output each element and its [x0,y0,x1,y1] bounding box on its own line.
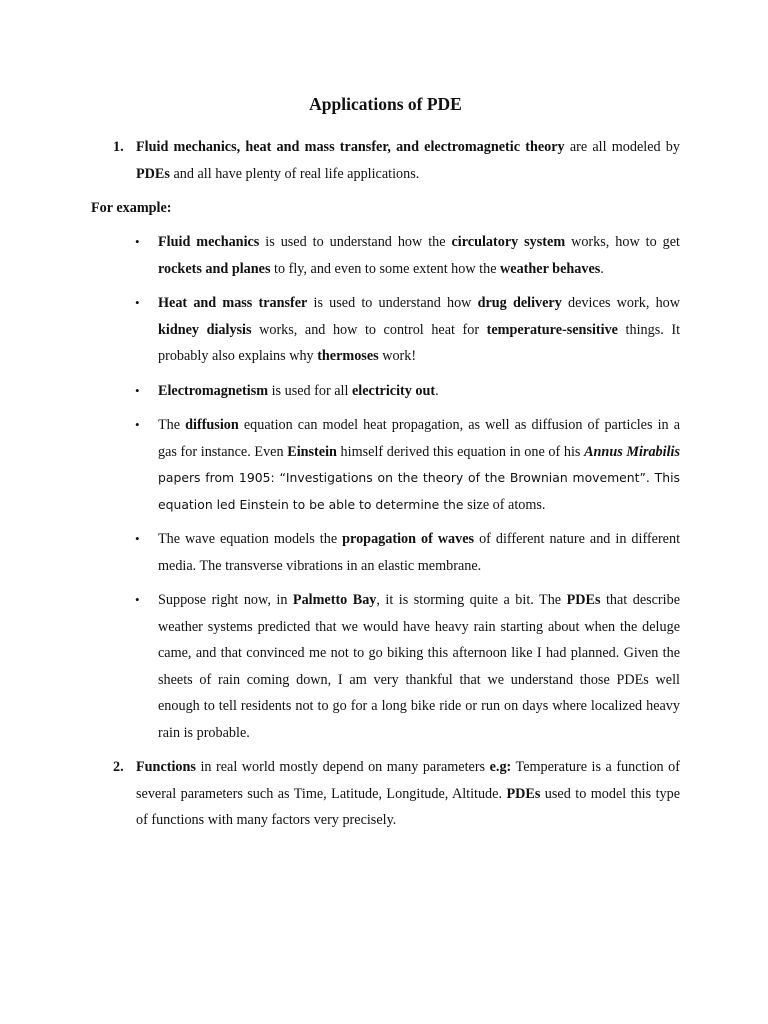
bullet-heat-mass-transfer [91,290,680,370]
text-run: in real world mostly depend on many parameters [195,759,490,775]
bold-text: thermoses [317,348,379,364]
bold-text: circulatory system [451,234,566,250]
text-run: is used to understand how [307,295,478,311]
bullet-text [158,592,680,741]
bullet-icon: • [135,592,140,607]
text-run: used to model this type of functions with many factors very precisely. [136,785,680,828]
bullet-wave-equation [91,526,680,579]
bullet-palmetto-bay [91,587,680,746]
text-run: himself derived this equation in one of his [336,443,585,460]
emphasis-text: Annus Mirabilis [584,443,680,460]
bold-text: Palmetto Bay [292,592,377,608]
bold-text: Heat and mass transfer [158,295,308,311]
text-run: works, and how to control heat for [251,321,487,338]
bullet-text [158,295,680,364]
text-run: that describe weather systems predicted that we would have heavy rain starting about when the deluge came, and that convinced me not to go biking this afternoon like I had planned. Given the sheets of rain coming down, I am very thankful that we understand those PDEs well enough to tell residents not to go for a long bike ride or run on days where localized heavy rain is probable. [158,592,680,741]
text-run: Suppose right now, in [158,592,293,608]
text-run: things. It probably also explains why [158,321,681,364]
item-number: 2. [113,759,124,775]
bullet-fluid-mechanics [91,229,680,282]
bullet-icon: • [135,234,140,249]
text-run: The [158,417,186,433]
text-run: size of atoms. [463,496,546,513]
text-run: , it is storming quite a bit. The [376,592,567,608]
bold-text: Einstein [287,443,337,460]
bold-text: electricity out [352,382,436,399]
bullet-text [158,417,680,513]
bullet-text [158,383,439,399]
bold-text [584,444,680,460]
text-run: devices work, how [561,295,680,311]
bold-text: diffusion [185,417,239,433]
quoted-text: papers from 1905: “Investigations on the theory of the Brownian movement”. This equation led Einstein to be able to determine the [158,470,680,512]
text-run: The wave equation models the [158,531,343,547]
bullet-text [158,234,680,277]
bold-text: Electromagnetism [158,382,269,399]
page-title: Applications of PDE [309,94,462,114]
item-number: 1. [113,139,124,155]
text-run: equation can model heat propagation, as well as diffusion of particles in a gas for instance. Even [158,417,680,460]
numbered-item-2 [91,754,680,834]
bold-text: drug delivery [477,295,562,311]
text-run: works, how to get [565,234,680,250]
text-run: . [600,260,604,277]
text-run: is used for all [268,382,352,399]
bullet-icon: • [135,295,140,310]
bullet-icon: • [135,382,140,398]
text-run: to fly, and even to some extent how the [270,260,501,277]
example-bullet-list [91,229,680,746]
numbered-item-1 [91,134,680,187]
bold-text: PDEs [566,592,601,608]
bold-text: Fluid mechanics [158,234,260,250]
bullet-text [158,531,680,574]
text-run: of different nature and in different media. The transverse vibrations in an elastic membrane. [158,531,681,574]
text-run: work! [378,348,417,364]
item-text [136,759,680,828]
bullet-icon: • [135,417,140,432]
text-run: and all have plenty of real life applications. [169,165,420,182]
text-run: are all modeled by [564,139,680,155]
bold-text: rockets and planes [158,260,271,277]
text-run: Temperature is a function of several parameters such as Time, Latitude, Longitude, Altitude. [136,759,680,802]
bullet-icon: • [135,531,140,546]
bullet-diffusion [91,412,680,518]
item-text [136,139,680,182]
text-run: . [435,382,439,399]
bold-text: e.g: [489,759,512,775]
bold-text: PDEs [506,785,541,802]
bold-text: PDEs [136,165,170,182]
bold-text: temperature-sensitive [486,321,618,338]
bullet-electromagnetism [91,378,680,405]
text-run: is used to understand how the [259,234,452,250]
bold-text: Functions [136,759,196,775]
example-heading: For example: [91,200,172,216]
bold-text: weather behaves [500,260,601,277]
bold-text: propagation of waves [342,531,475,547]
bold-text: kidney dialysis [158,321,252,338]
bold-text: Fluid mechanics, heat and mass transfer, and electromagnetic theory [136,139,565,155]
